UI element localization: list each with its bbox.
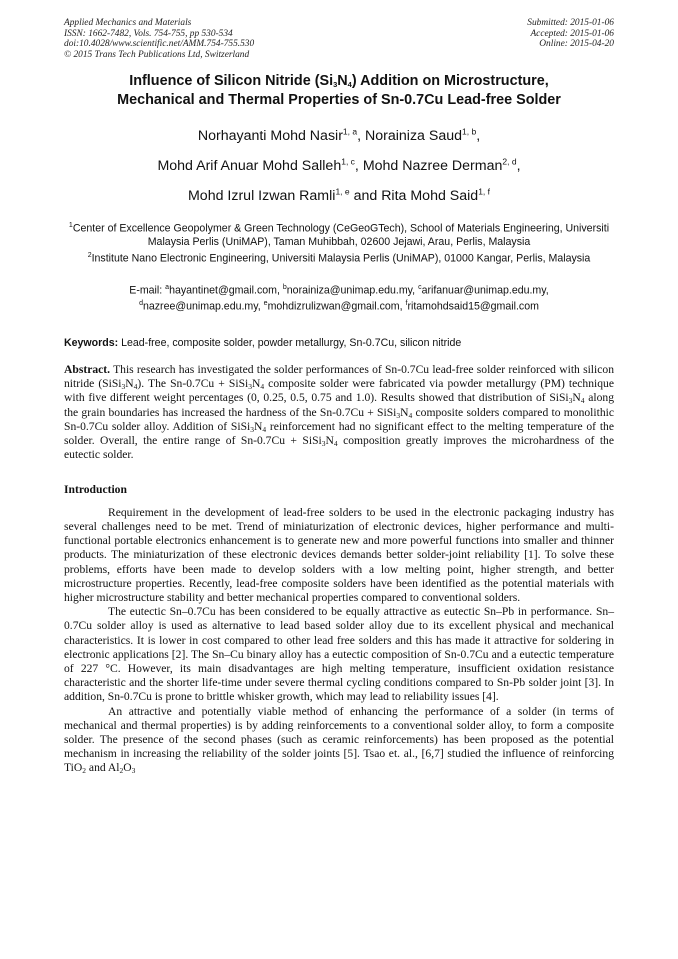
author-name: Norhayanti Mohd Nasir [197,128,343,145]
intro-paragraph-1: Requirement in the development of lead-free solders to be used in the electronic packaging industry has several challenges need to be met. Trend of miniaturization of electronic devices, higher performance and multi-functional portable electronics enhancement is to generate new and more powerful functions into smaller and thinner products. The miniaturization of these electronic devices demands better solder-joint reliability [1]. To solve these problems, efforts have been made to develop solders with a low melting point, higher strength, and better microstructure properties. Recently, lead-free composite solders have been identified as the potential materials with higher microstructure stability and better mechanical properties compared to conventional solders. [64,505,614,604]
author-marker: 1, e [335,185,350,196]
affiliation-text: Center of Excellence Geopolymer & Green Technology (CeGeoGTech), School of Materials Engineering, Universiti Malaysia Perlis (UniMAP), Taman Muhibbah, 02600 Jejawi, Arau, Perlis, Malaysia [72,222,610,249]
email-separator: , [412,284,419,297]
author-separator: , [357,128,365,145]
title-text: N [337,73,348,90]
author-marker: 1, c [341,156,355,167]
online-date: Online: 2015-04-20 [539,39,614,50]
formula-subscript: 4 [260,382,265,391]
formula-subscript: 3 [568,396,573,406]
email-separator: , [257,300,264,313]
email-marker: d [139,300,143,308]
abstract-text: composition greatly improves the microhardness of the eutectic solder. [64,434,614,462]
formula-subscript: 3 [248,382,252,391]
affiliation [64,219,614,250]
doi-line: doi:10.4028/www.scientific.net/AMM.754-755.530 [64,39,255,50]
formula-text: Si [111,377,122,390]
affiliations [64,219,614,266]
date-info [527,18,614,60]
author-marker: 1, f [478,185,490,196]
author [381,185,490,204]
formula-subscript: 3 [396,410,401,420]
formula-text: N [251,377,261,390]
author [157,158,362,174]
title-text: ) Addition on Microstructure, [351,73,549,90]
email-address[interactable]: norainiza@unimap.edu.my [286,284,413,297]
formula-subscript: 4 [133,382,138,391]
abstract [64,363,614,463]
email-label: E-mail: [129,284,166,297]
author-name: Mohd Arif Anuar Mohd Salleh [157,157,342,174]
email-list [64,281,614,314]
abstract-text: ). The Sn-0.7Cu + Si [137,377,239,390]
paragraph-text: and Al [86,761,120,775]
affiliation [64,249,614,266]
formula-text: Si [238,377,249,390]
paper-title [64,72,614,110]
author-marker: 1, a [342,126,358,137]
author-separator: , [476,128,481,145]
author-list [64,119,614,208]
abstract-text: along the grain boundaries has increased the hardness of the Sn-0.7Cu + Si [64,391,614,419]
formula-subscript: 3 [131,766,136,776]
author-marker: 2, d [502,156,517,167]
formula-subscript: 3 [250,424,255,434]
author [187,185,382,204]
title-text: Mechanical and Thermal Properties of Sn-0.7Cu Lead-free Solder [117,92,561,109]
formula-text: N [572,391,581,405]
publication-header [64,18,614,60]
section-heading-introduction: Introduction [64,482,127,496]
formula-subscript: 4 [408,410,413,420]
author-separator: , [354,157,363,174]
title-text: Influence of Silicon Nitride (Si [129,73,334,90]
affiliation-marker: 2 [87,252,92,260]
email-marker: e [263,300,268,308]
journal-name: Applied Mechanics and Materials [64,18,192,28]
email-separator: , [545,284,549,297]
formula-text: N [325,434,334,448]
email-address[interactable]: hayantinet@gmail.com [169,284,277,297]
abstract-text: composite solder were fabricated via powder metallurgy (PM) technique with five different weight percentages (0, 0.25, 0.5, 0.75 and 1.0). Results showed that distribution of Si [64,377,614,405]
formula-text: N [125,377,134,390]
keywords-label: Keywords: [64,336,119,349]
copyright-line: © 2015 Trans Tech Publications Ltd, Switzerland [64,49,250,60]
email-marker: a [165,283,170,291]
email-address[interactable]: ritamohdsaid15@gmail.com [407,300,539,313]
affiliation-text: Institute Nano Electronic Engineering, Universiti Malaysia Perlis (UniMAP), 01000 Kangar, Perlis, Malaysia [91,252,591,265]
formula-text: Si [386,405,397,419]
author-name: Rita Mohd Said [381,187,479,204]
formula-subscript: 3 [121,382,126,391]
formula-text: Si [240,419,251,433]
author [198,128,365,144]
submitted-date: Submitted: 2015-01-06 [527,18,614,28]
keywords [64,336,614,350]
formula-subscript: 4 [580,396,585,406]
formula-text: N [254,419,263,433]
formula-subscript: 2 [82,766,87,776]
abstract-text: composite solders compared to monolithic Sn-0.7Cu solder alloy. Addition of Si [64,405,614,433]
author-name: Mohd Nazree Derman [362,157,503,174]
email-address[interactable]: arifanuar@unimap.edu.my [421,284,546,297]
author [363,158,521,174]
formula-subscript: 4 [262,424,267,434]
formula-subscript: 3 [321,439,326,449]
formula-text: Si [558,391,569,405]
paragraph-text: An attractive and potentially viable method of enhancing the performance of a solder (in terms of mechanical and thermal properties) is by adding reinforcements to a conventional solder alloy, to form a composite solder. The presence of the second phases (such as ceramic reinforcements) has been proposed as the potential mechanism in increasing the reliability of the solder joints [5]. Tsao et. al., [6,7] studied the influence of reinforcing TiO [64,704,614,775]
author-marker: 1, b [462,126,477,137]
keywords-text: Lead-free, composite solder, powder metallurgy, Sn-0.7Cu, silicon nitride [118,336,462,349]
formula-subscript: 4 [333,439,338,449]
email-marker: f [405,300,408,308]
abstract-label: Abstract. [64,362,111,376]
abstract-text: This research has investigated the solder performances of Sn-0.7Cu lead-free solder reinforced with silicon nitride (Si [64,362,614,390]
author [365,128,480,144]
formula-text: Si [312,434,322,448]
email-address[interactable]: nazree@unimap.edu.my [142,300,258,313]
email-address[interactable]: mohdizrulizwan@gmail.com [267,300,400,313]
intro-paragraph-2: The eutectic Sn–0.7Cu has been considered to be equally attractive as eutectic Sn–Pb in performance. Sn–0.7Cu solder alloy is used as alternative to lead based solder alloy due to its excellent physical and mechanical characteristics. It is lower in cost compared to other lead free solders and this has made it attractive for soldering in electronic applications [2]. The Sn–Cu binary alloy has a eutectic composition of Sn-0.7Cu and a eutectic temperature of 227 °C. However, its main disadvantages are high melting temperature, insufficient oxidation resistance characteristic and the shorter life-time under severe thermal cycling conditions compared to Sn-Pb solder joint [3]. In addition, Sn-0.7Cu is prone to brittle whisker growth, which may lead to reliability issues [4]. [64,605,614,704]
abstract-text: reinforcement had no significant effect to the melting temperature of the solder. Overall, the entire range of Sn-0.7Cu + Si [64,419,614,448]
email-separator: , [399,300,406,313]
email-separator: , [276,284,283,297]
author-name: Mohd Izrul Izwan Ramli [187,187,336,204]
affiliation-marker: 1 [68,221,73,229]
intro-paragraph-3 [64,705,614,776]
formula-text: N [400,405,409,419]
paragraph-text: O [123,761,132,775]
email-marker: b [282,283,287,291]
journal-info [64,18,254,60]
author-name: Norainiza Saud [365,128,463,145]
accepted-date: Accepted: 2015-01-06 [530,28,614,39]
author-separator: and [349,187,382,204]
title-subscript: 3 [333,80,338,90]
issn-line: ISSN: 1662-7482, Vols. 754-755, pp 530-534 [64,28,233,39]
formula-subscript: 2 [119,766,124,776]
title-subscript: 4 [347,80,352,90]
author-separator: , [516,157,521,174]
email-marker: c [418,283,422,291]
